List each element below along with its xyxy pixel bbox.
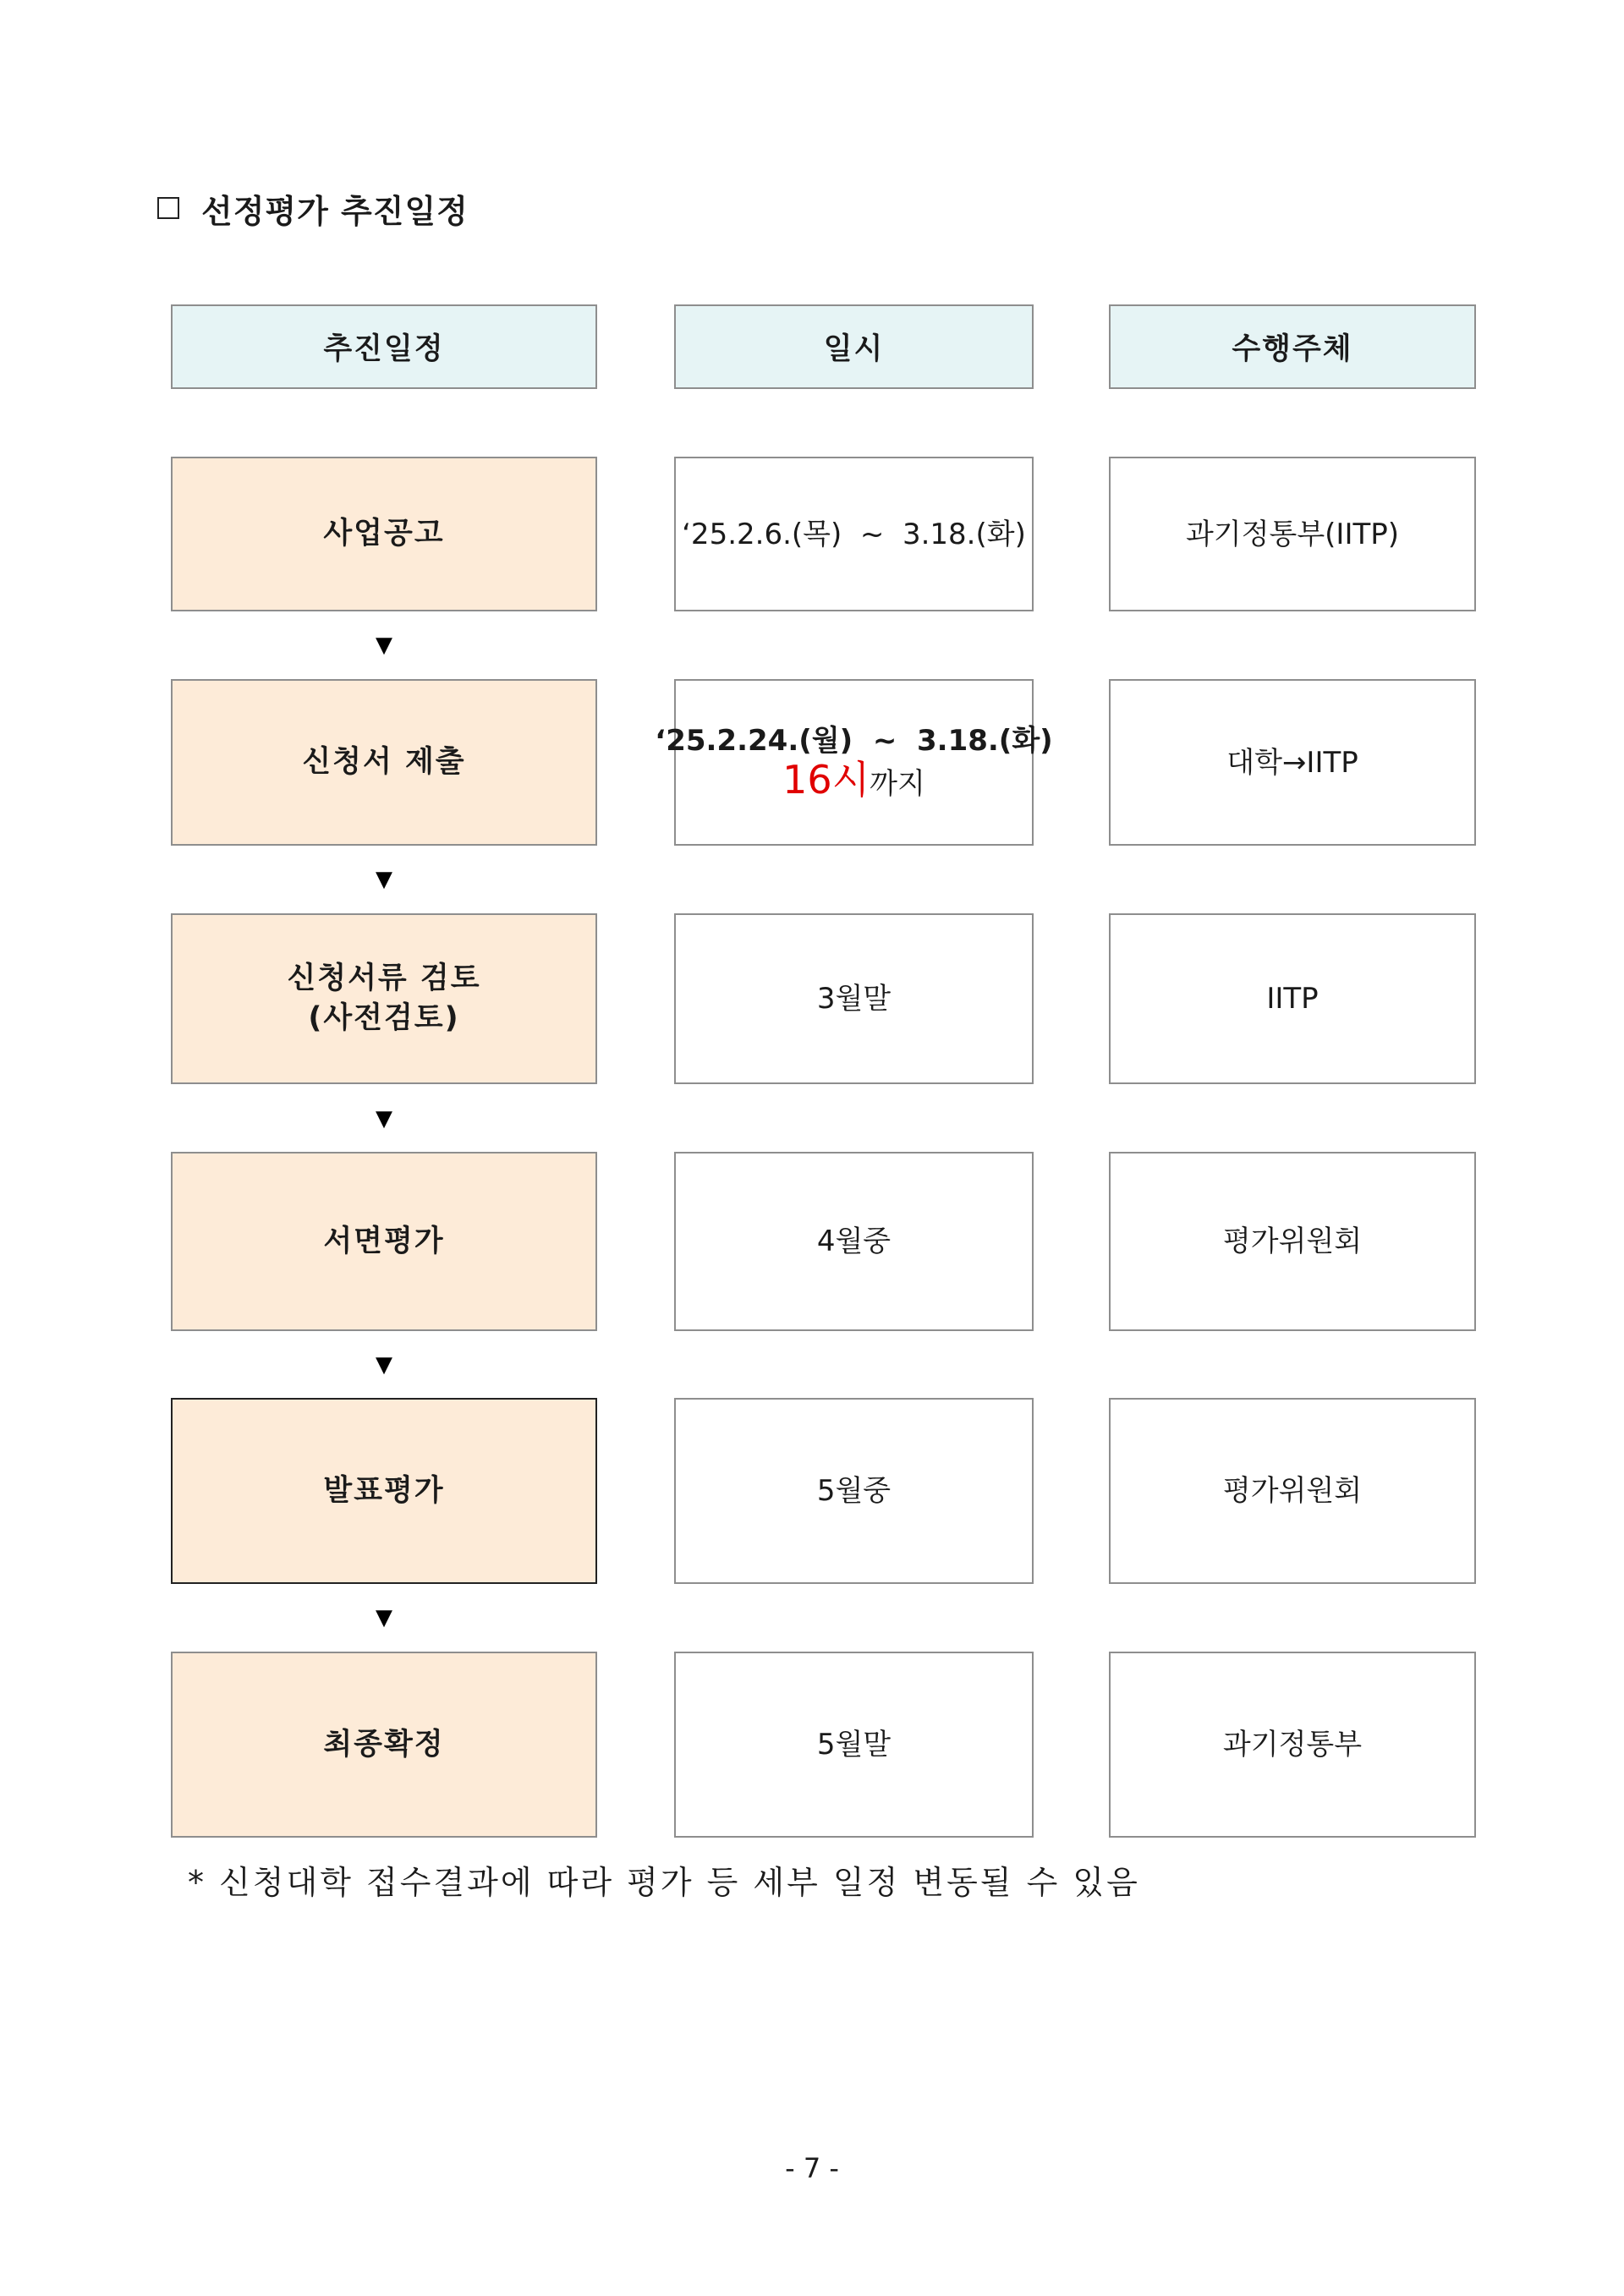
stage-label: 최종확정 [323,1727,445,1762]
section-title [157,184,469,232]
stage-label: 사업공고 [323,517,445,551]
deadline-suffix: 까지 [870,767,925,801]
owner-cell-presentation-evaluation [1109,1398,1476,1584]
owner-text: 평가위원회 [1222,1474,1363,1508]
stage-label: 발표평가 [323,1473,445,1508]
owner-text: IITP [1266,982,1319,1016]
header-owner-label: 수행주체 [1232,332,1353,366]
owner-text: 과기정통부(IITP) [1185,517,1400,551]
header-owner [1109,304,1476,389]
down-arrow-icon: ▼ [376,1352,392,1378]
stage-label-line1: 신청서류 검토 [287,962,481,995]
date-cell-written-evaluation [674,1152,1034,1331]
stage-announcement [171,457,597,611]
page-number: - 7 - [785,2152,839,2184]
date-cell-announcement [674,457,1034,611]
date-text: ‘25.2.24.(월) ~ 3.18.(화) [655,724,1053,758]
down-arrow-icon: ▼ [376,867,392,892]
stage-final-confirmation [171,1652,597,1838]
section-title-text: 선정평가 추진일정 [201,192,469,230]
date-cell-presentation-evaluation [674,1398,1034,1584]
date-text: 5월중 [816,1474,892,1508]
stage-written-evaluation [171,1152,597,1331]
date-cell-final-confirmation [674,1652,1034,1838]
header-date-label: 일시 [823,332,885,366]
owner-cell-application-submission [1109,679,1476,846]
down-arrow-icon: ▼ [376,633,392,658]
down-arrow-icon: ▼ [376,1106,392,1132]
footnote: * 신청대학 접수결과에 따라 평가 등 세부 일정 변동될 수 있음 [188,1864,1140,1901]
stage-presentation-evaluation [171,1398,597,1584]
down-arrow-icon: ▼ [376,1605,392,1630]
owner-cell-document-review [1109,913,1476,1084]
deadline-text [782,757,925,803]
owner-text: 대학→IITP [1226,745,1358,780]
header-date [674,304,1034,389]
stage-label-line2: (사전검토) [308,1001,460,1035]
owner-text: 평가위원회 [1222,1225,1363,1258]
date-cell-application-submission [655,679,1053,846]
owner-cell-final-confirmation [1109,1652,1476,1838]
stage-document-review [171,913,597,1084]
deadline-time-highlight: 16시 [782,757,870,803]
stage-label: 서면평가 [323,1224,445,1258]
owner-text: 과기정통부 [1222,1728,1363,1762]
owner-cell-written-evaluation [1109,1152,1476,1331]
header-schedule [171,304,597,389]
date-text: 5월말 [816,1728,892,1762]
date-cell-document-review [674,913,1034,1084]
date-text: 4월중 [816,1225,892,1258]
checkbox-square-icon [157,197,179,219]
owner-cell-announcement [1109,457,1476,611]
header-schedule-label: 추진일정 [323,332,445,366]
stage-label: 신청서 제출 [302,745,466,779]
stage-application-submission [171,679,597,846]
date-text: 3월말 [816,982,892,1016]
date-text: ‘25.2.6.(목) ~ 3.18.(화) [682,517,1026,551]
